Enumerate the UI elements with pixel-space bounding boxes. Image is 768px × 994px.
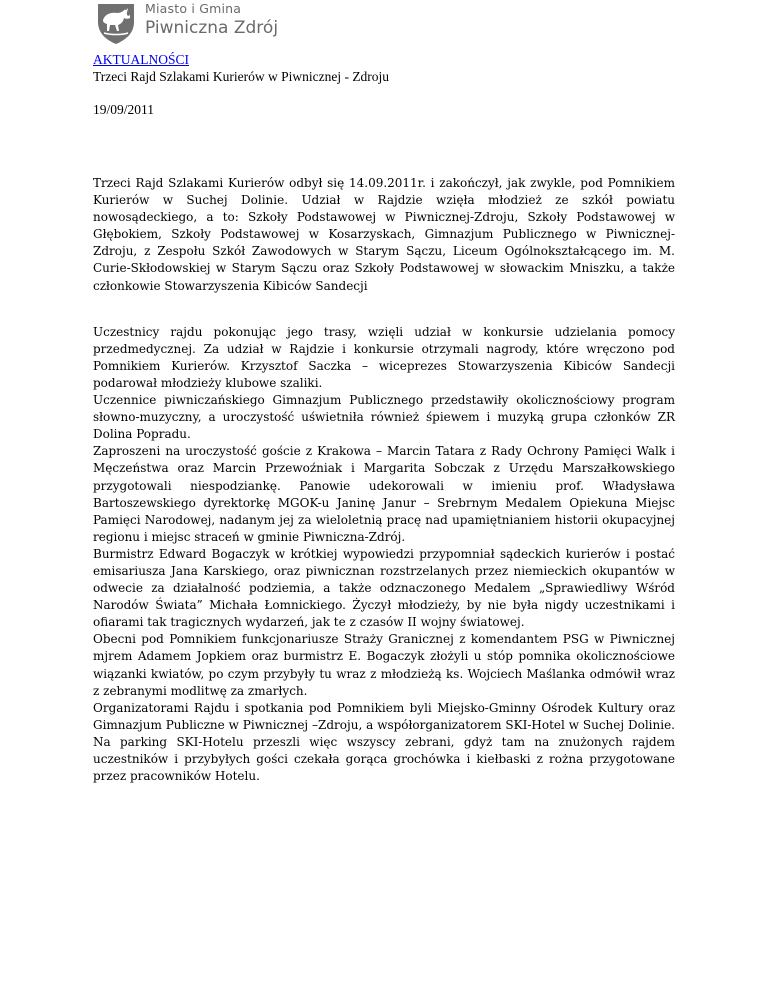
coat-of-arms-icon [93, 0, 139, 46]
logo-line-2: Piwniczna Zdrój [145, 17, 279, 38]
municipality-logo[interactable] [93, 0, 278, 48]
logo-line-1: Miasto i Gmina [145, 1, 242, 16]
article [93, 52, 675, 785]
article-paragraph: Uczennice piwniczańskiego Gimnazjum Publicznego przedstawiły okolicznościowy program słowno-muzyczny, a uroczystość uświetniła również śpiewem i muzyką grupa członków ZR Dolina Popradu. [93, 393, 675, 442]
article-paragraph: Uczestnicy rajdu pokonując jego trasy, wzięli udział w konkursie udzielania pomocy przedmedycznej. Za udział w Rajdzie i konkursie otrzymali nagrody, które wręczono pod Pomnikiem Kurierów. Krzysztof Saczka – wiceprezes Stowarzyszenia Kibiców Sandecji podarował młodzieży klubowe szaliki. [93, 324, 675, 390]
article-body [93, 175, 675, 785]
article-date: 19/09/2011 [93, 102, 155, 117]
article-paragraph: Zaproszeni na uroczystość goście z Krakowa – Marcin Tatara z Rady Ochrony Pamięci Walk i Męczeństwa oraz Marcin Przewoźniak i Margarita Sobczak z Urzędu Marszałkowskiego przygotowali niespodziankę. Panowie udekorowali w imieniu prof. Władysława Bartoszewskiego dyrektorkę MGOK-u Janinę Janur – Srebrnym Medalem Opiekuna Miejsc Pamięci Narodowej, nadanym jej za wieloletnią pracę nad upamiętnianiem historii okupacyjnej regionu i miejsc straceń w gminie Piwniczna-Zdrój. [93, 444, 675, 544]
logo-text [145, 3, 278, 37]
news-section-link[interactable]: AKTUALNOŚCI [93, 52, 189, 67]
article-title: Trzeci Rajd Szlakami Kurierów w Piwnicznej - Zdroju [93, 69, 390, 84]
article-intro: Trzeci Rajd Szlakami Kurierów odbył się 14.09.2011r. i zakończył, jak zwykle, pod Pomnikiem Kurierów w Suchej Dolinie. Udział w Rajdzie wzięła młodzież ze szkół powiatu nowosądeckiego, a to: Szkoły Podstawowej w Piwnicznej-Zdroju, Szkoły Podstawowej w Głębokiem, Szkoły Podstawowej w Kosarzyskach, Gimnazjum Publicznego w Piwnicznej-Zdroju, z Zespołu Szkół Zawodowych w Starym Sączu, Liceum Ogólnokształcącego im. M. Curie-Skłodowskiej w Starym Sączu oraz Szkoły Podstawowej w słowackim Mniszku, a także członkowie Stowarzyszenia Kibiców Sandecji [93, 176, 675, 293]
article-paragraph: Obecni pod Pomnikiem funkcjonariusze Straży Granicznej z komendantem PSG w Piwnicznej mjrem Adamem Jopkiem oraz burmistrz E. Bogaczyk złożyli u stóp pomnika okolicznościowe wiązanki kwiatów, po czym przybyły tu wraz z młodzieżą ks. Wojciech Maślanka odmówił wraz z zebranymi modlitwę za zmarłych. [93, 632, 675, 698]
article-paragraph: Burmistrz Edward Bogaczyk w krótkiej wypowiedzi przypomniał sądeckich kurierów i postać emisariusza Jana Karskiego, oraz piwnicznan rozstrzelanych przez niemieckich okupantów w odwecie za działalność podziemia, a także odznaczonego Medalem „Sprawiedliwy Wśród Narodów Świata” Michała Łomnickiego. Życzył młodzieży, by nie była nigdy uczestnikami i ofiarami tak tragicznych wydarzeń, jak te z czasów II wojny światowej. [93, 546, 675, 630]
article-paragraph: Organizatorami Rajdu i spotkania pod Pomnikiem byli Miejsko-Gminny Ośrodek Kultury oraz Gimnazjum Publiczne w Piwnicznej –Zdroju, a współorganizatorem SKI-Hotel w Suchej Dolinie. Na parking SKI-Hotelu przeszli więc wszyscy zebrani, gdyż tam na znużonych rajdem uczestników i przybyłych gości czekała gorąca grochówka i kiełbaski z rożna przygotowane przez pracowników Hotelu. [93, 700, 675, 784]
